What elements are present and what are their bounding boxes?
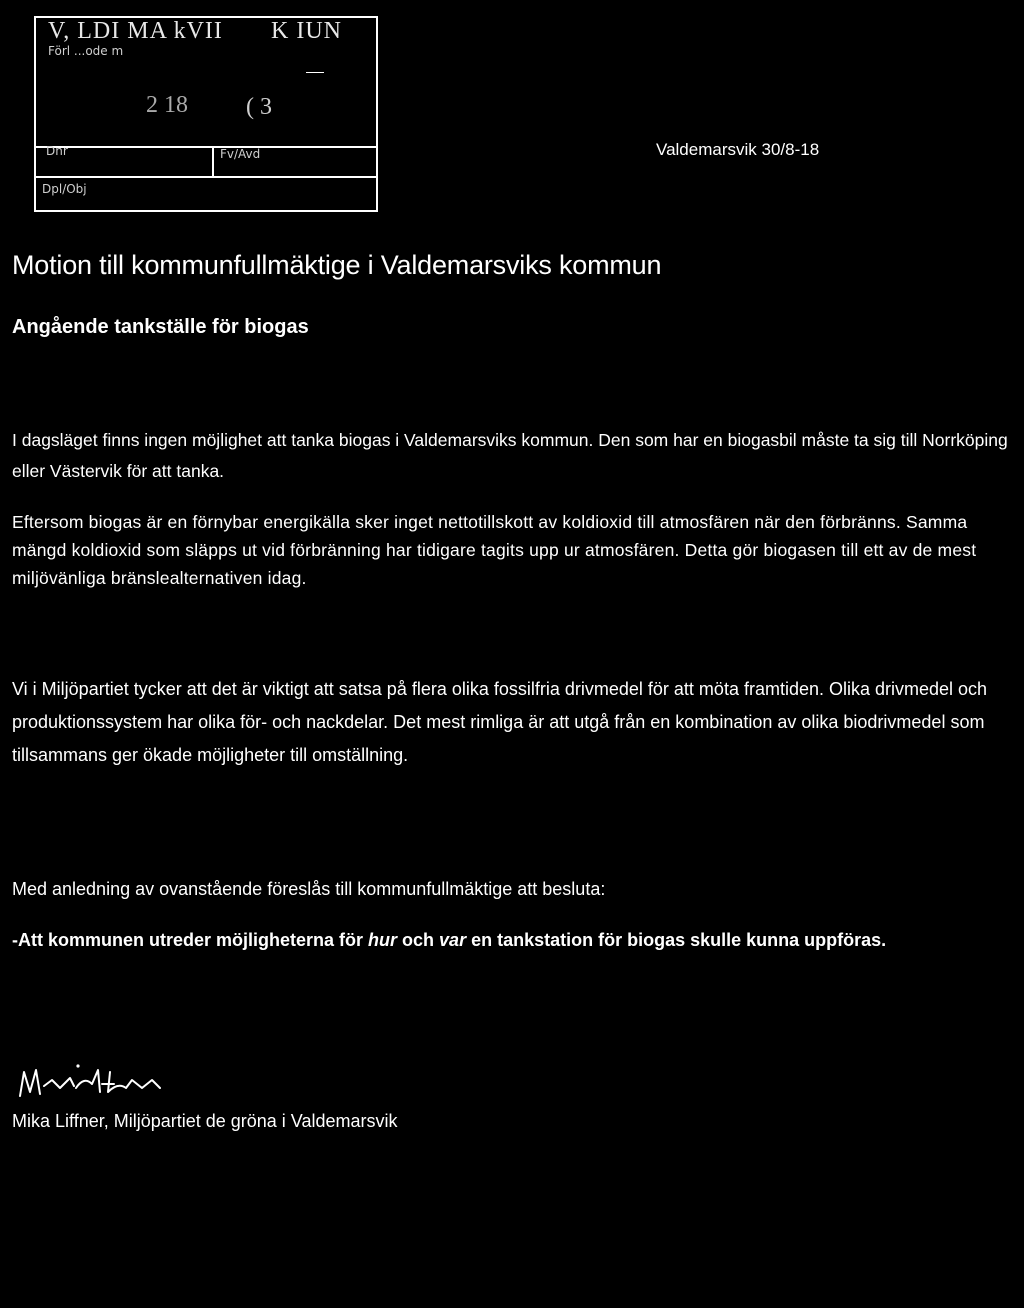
registration-stamp — [34, 16, 378, 212]
stamp-dpl-label: Dpl/Obj — [42, 182, 87, 196]
paragraph-proposal — [12, 924, 1012, 956]
proposal-emphasis-hur: hur — [368, 930, 398, 950]
proposal-emphasis-var: var — [439, 930, 467, 950]
stamp-avd-label: Fv/Avd — [220, 147, 261, 161]
proposal-text-a: -Att kommunen utreder möjligheterna för — [12, 930, 369, 950]
document-subtitle: Angående tankställe för biogas — [12, 316, 309, 338]
stamp-date-a: 2 18 — [146, 92, 188, 118]
proposal-text-b: och — [397, 930, 440, 950]
paragraph-proposal-intro: Med anledning av ovanstående föreslås till kommunfullmäktige att besluta: — [12, 879, 606, 899]
signature — [14, 1058, 174, 1108]
stamp-org-right: K IUN — [271, 18, 342, 44]
paragraph-situation: I dagsläget finns ingen möjlighet att tanka biogas i Valdemarsviks kommun. Den som har en biogasbil måste ta sig till Norrköping eller Västervik för att tanka. — [12, 430, 1008, 481]
paragraph-biogas-benefits: Eftersom biogas är en förnybar energikälla sker inget nettotillskott av koldioxid till atmosfären när den förbränns. Samma mängd koldioxid som släpps ut vid förbränning har tidigare tagits upp ur atmosfären. Detta gör biogasen till ett av de mest miljövänliga bränslealternativen idag. — [12, 512, 977, 588]
stamp-dnr-label: Dnr — [46, 144, 68, 158]
document-title: Motion till kommunfullmäktige i Valdemarsviks kommun — [12, 250, 662, 280]
proposal-text-c: en tankstation för biogas skulle kunna uppföras. — [466, 930, 887, 950]
signer-name: Mika Liffner, Miljöpartiet de gröna i Valdemarsvik — [12, 1111, 398, 1131]
stamp-date-b: ( 3 — [246, 94, 272, 120]
paragraph-party-position: Vi i Miljöpartiet tycker att det är viktigt att satsa på flera olika fossilfria drivmedel för att möta framtiden. Olika drivmedel och produktionssystem har olika för- och nackdelar. Det mest rimliga är att utgå från en kombination av olika biodrivmedel som tillsammans ger ökade möjligheter till omställning. — [12, 679, 988, 765]
stamp-org-left: V, LDI MA kVII — [48, 18, 223, 44]
stamp-forvaltning: Förl ...ode m — [48, 44, 124, 58]
place-date: Valdemarsvik 30/8-18 — [656, 140, 820, 159]
